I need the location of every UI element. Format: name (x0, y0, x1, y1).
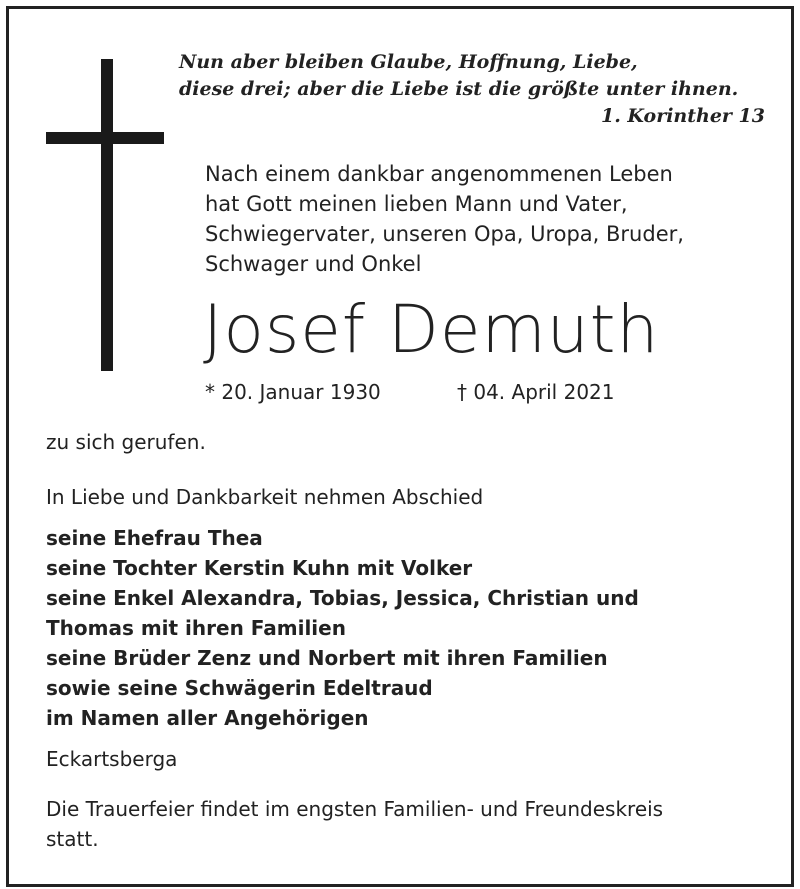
intro-line: Schwiegervater, unseren Opa, Uropa, Bruder, (205, 222, 684, 246)
verse-line: Nun aber bleiben Glaube, Hoffnung, Liebe, (179, 51, 638, 73)
farewell-text: In Liebe und Dankbarkeit nehmen Abschied (46, 485, 484, 509)
death-date: † 04. April 2021 (457, 380, 615, 404)
service-line: statt. (46, 827, 99, 851)
birth-date: * 20. Januar 1930 (205, 380, 381, 404)
service-line: Die Trauerfeier findet im engsten Familien- und Freundeskreis (46, 797, 664, 821)
cross-horizontal-bar (46, 132, 164, 144)
mourners-list (46, 523, 786, 733)
intro-line: Schwager und Onkel (205, 252, 422, 276)
funeral-service-text (46, 794, 786, 854)
intro-text (205, 159, 785, 279)
life-dates (205, 377, 785, 407)
called-home-text: zu sich gerufen. (46, 430, 206, 454)
mourner-line: sowie seine Schwägerin Edeltraud (46, 676, 433, 700)
intro-line: Nach einem dankbar angenommenen Leben (205, 162, 673, 186)
verse-line: diese drei; aber die Liebe ist die größte unter ihnen. (179, 78, 739, 100)
mourner-line: seine Ehefrau Thea (46, 526, 263, 550)
mourner-line: im Namen aller Angehörigen (46, 706, 369, 730)
mourner-line: seine Tochter Kerstin Kuhn mit Volker (46, 556, 473, 580)
mourner-line: seine Enkel Alexandra, Tobias, Jessica, Christian und (46, 586, 639, 610)
deceased-name: Josef Demuth (203, 291, 660, 368)
place-name: Eckartsberga (46, 747, 178, 771)
obituary-notice (6, 6, 794, 887)
bible-verse (179, 49, 769, 130)
mourner-line: seine Brüder Zenz und Norbert mit ihren Familien (46, 646, 608, 670)
verse-reference: 1. Korinther 13 (600, 105, 765, 127)
intro-line: hat Gott meinen lieben Mann und Vater, (205, 192, 628, 216)
mourner-line: Thomas mit ihren Familien (46, 616, 346, 640)
cross-vertical-bar (101, 59, 113, 371)
